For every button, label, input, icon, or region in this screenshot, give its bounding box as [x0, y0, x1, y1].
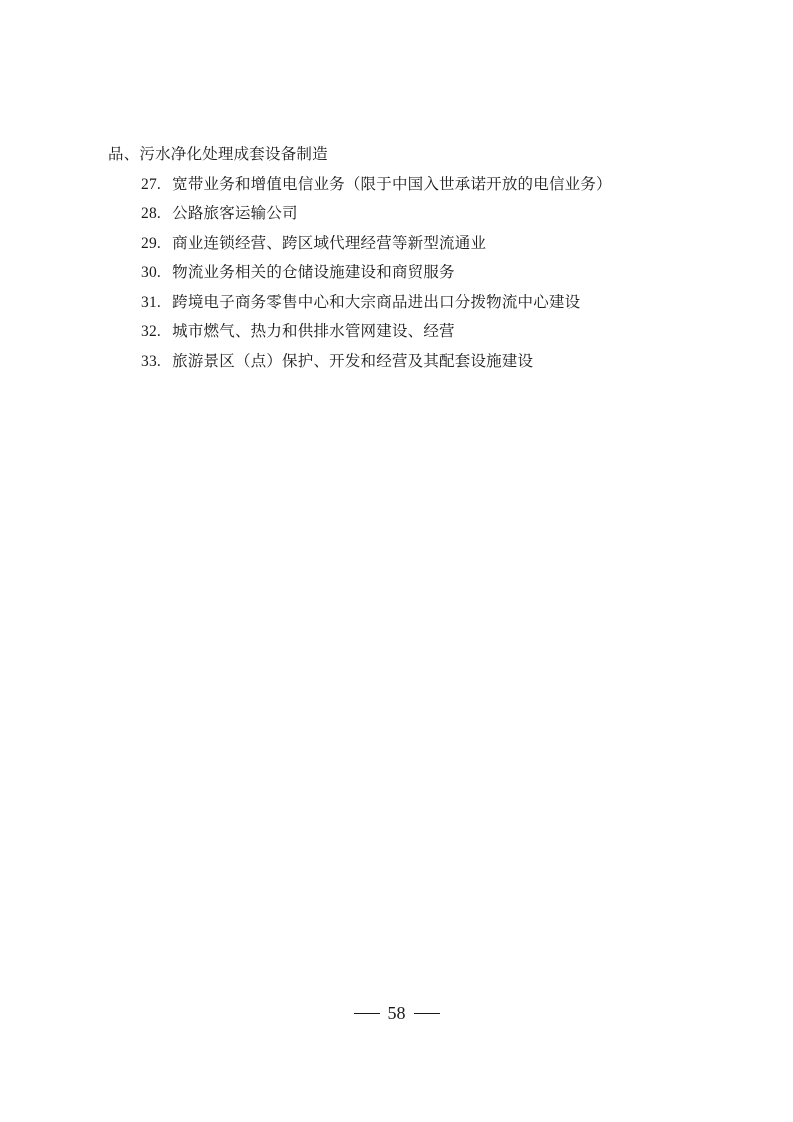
page-number: 58: [387, 1003, 406, 1023]
left-dash-decoration: [354, 1013, 380, 1014]
list-item: [108, 347, 708, 377]
list-item-text: 公路旅客运输公司: [172, 204, 298, 222]
list-item: [108, 229, 708, 259]
list-item-number: 31.: [141, 293, 161, 311]
list-item-number: 28.: [141, 205, 161, 222]
list-item: [108, 288, 708, 318]
list-item: [108, 170, 708, 200]
list-item-number: 33.: [141, 352, 161, 370]
list-item-number: 27.: [141, 175, 161, 193]
list-item-number: 32.: [141, 323, 161, 340]
list-item-text: 城市燃气、热力和供排水管网建设、经营: [172, 322, 455, 340]
list-item-text: 跨境电子商务零售中心和大宗商品进出口分拨物流中心建设: [172, 292, 581, 311]
page-footer: [0, 1001, 793, 1025]
continuation-line: 品、污水净化处理成套设备制造: [108, 145, 328, 163]
list-item: [108, 258, 708, 288]
document-body: [108, 140, 708, 376]
list-item-text: 旅游景区（点）保护、开发和经营及其配套设施建设: [172, 351, 534, 370]
list-item-text: 商业连锁经营、跨区域代理经营等新型流通业: [172, 233, 487, 252]
list-item: [108, 317, 708, 347]
right-dash-decoration: [414, 1013, 440, 1014]
list-item-number: 30.: [141, 264, 161, 281]
list-item-text: 宽带业务和增值电信业务（限于中国入世承诺开放的电信业务）: [172, 174, 612, 193]
list-item: [108, 199, 708, 229]
list-item-text: 物流业务相关的仓储设施建设和商贸服务: [172, 263, 455, 281]
list-item-number: 29.: [141, 234, 161, 252]
